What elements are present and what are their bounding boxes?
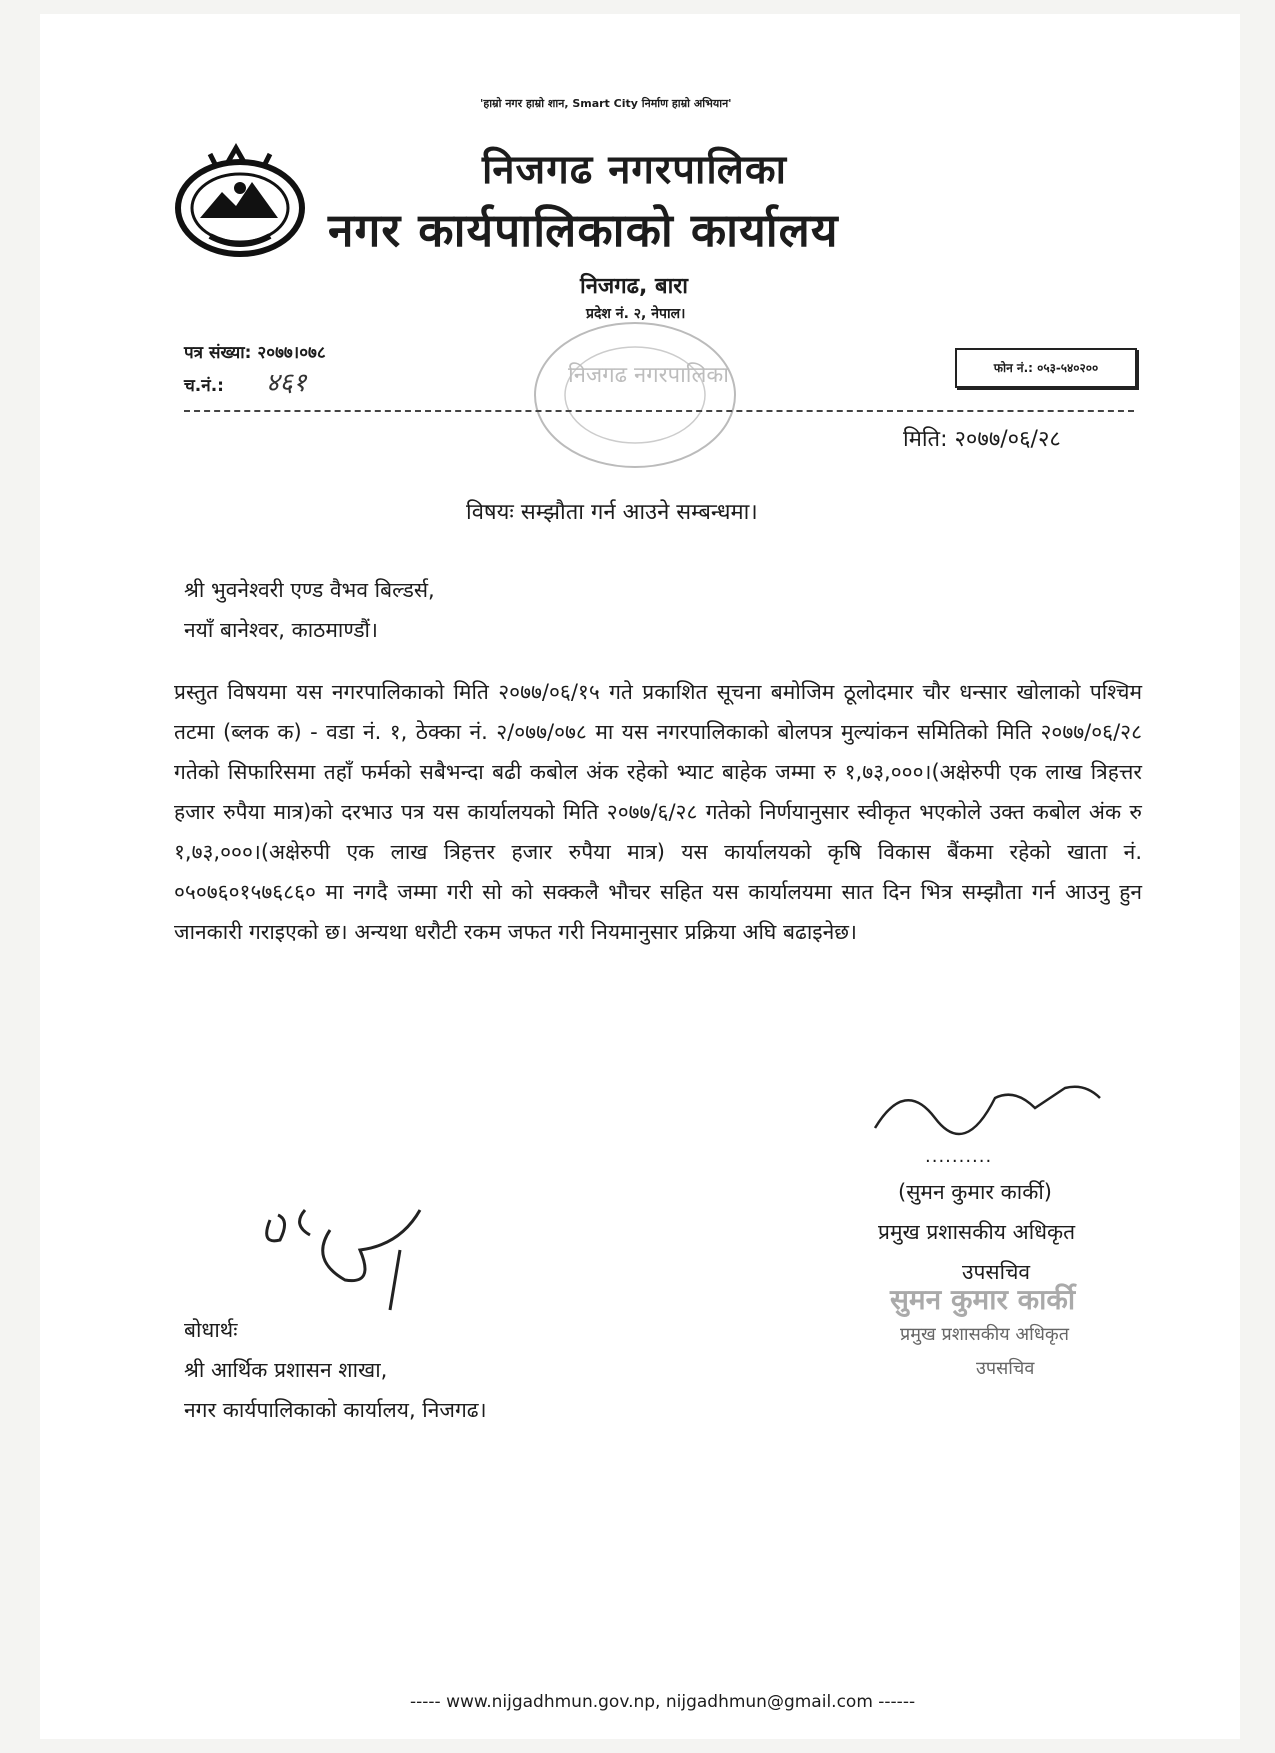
designation-stamp: प्रमुख प्रशासकीय अधिकृत xyxy=(900,1324,1069,1345)
nepal-emblem-icon xyxy=(170,140,310,262)
letter-body: प्रस्तुत विषयमा यस नगरपालिकाको मिति २०७७/०६/१५ गते प्रकाशित सूचना बमोजिम ठूलोदमार चौर धन्सार खोलाको पश्चिम तटमा (ब्लक क) - वडा नं. १, ठेक्का नं. २/०७७/०७८ मा यस नगरपालिकाको बोलपत्र मुल्यांकन समितिको मिति २०७७/०६/२८ गतेको सिफारिसमा तहाँ फर्मको सबैभन्दा बढी कबोल अंक रहेको भ्याट बाहेक जम्मा रु १,७३,०००।(अक्षेरुपी एक लाख त्रिहत्तर हजार रुपैया मात्र)को दरभाउ पत्र यस कार्यालयको मिति २०७७/६/२८ गतेको निर्णयानुसार स्वीकृत भएकोले उक्त कबोल अंक रु १,७३,०००।(अक्षेरुपी एक लाख त्रिहत्तर हजार रुपैया मात्र) यस कार्यालयको कृषि विकास बैंकमा रहेको खाता नं. ०५०७६०१५७६८६० मा नगदै जम्मा गरी सो को सक्कलै भौचर सहित यस कार्यालयमा सात दिन भित्र सम्झौता गर्न आउनु हुन जानकारी गराइएको छ। अन्यथा धरौटी रकम जफत गरी नियमानुसार प्रक्रिया अघि बढाइनेछ। xyxy=(174,680,1142,944)
reference-block xyxy=(184,338,326,401)
patra-value: २०७७।०७८ xyxy=(257,343,326,363)
signature-line: .......... xyxy=(925,1146,993,1167)
signatory-name: (सुमन कुमार कार्की) xyxy=(898,1180,1052,1204)
addressee-line2: नयाँ बानेश्वर, काठमाण्डौं। xyxy=(184,618,378,642)
footer-contact: ----- www.nijgadhmun.gov.np, nijgadhmun@gmail.com ------ xyxy=(410,1692,916,1712)
patra-label: पत्र संख्या: xyxy=(184,343,252,363)
phone-box: फोन नं.: ०५३-५४०२०० xyxy=(955,348,1137,388)
name-stamp: सुमन कुमार कार्की xyxy=(890,1283,1076,1316)
bodharth-block xyxy=(184,1310,487,1430)
patra-sankhya-row xyxy=(184,338,326,368)
office-seal-stamp xyxy=(520,310,750,480)
chalan-value: ४६१ xyxy=(265,368,307,398)
letter-subject: विषयः सम्झौता गर्न आउने सम्बन्धमा। xyxy=(466,500,758,525)
signature-scribble xyxy=(865,1078,1105,1138)
org-name: निजगढ नगरपालिका xyxy=(482,147,787,193)
title-stamp: उपसचिव xyxy=(976,1358,1035,1379)
header-divider xyxy=(184,410,1134,412)
office-name: नगर कार्यपालिकाको कार्यालय xyxy=(328,203,839,257)
addressee-line1: श्री भुवनेश्वरी एण्ड वैभव बिल्डर्स, xyxy=(184,578,435,602)
addressee-block xyxy=(184,570,435,650)
signatory-title: उपसचिव xyxy=(962,1260,1031,1284)
seal-text: निजगढ नगरपालिका xyxy=(568,363,729,388)
bodharth-line1: श्री आर्थिक प्रशासन शाखा, xyxy=(184,1358,388,1382)
chalan-label: च.नं.: xyxy=(184,376,224,396)
bodharth-label: बोधार्थः xyxy=(184,1318,238,1342)
address-line1: निजगढ, बारा xyxy=(580,274,688,299)
address-line2: प्रदेश नं. २, नेपाल। xyxy=(586,306,686,322)
handwritten-initial xyxy=(250,1190,460,1320)
signatory-designation: प्रमुख प्रशासकीय अधिकृत xyxy=(878,1220,1076,1244)
letter-date: मिति: २०७७/०६/२८ xyxy=(903,427,1061,452)
chalan-row xyxy=(184,368,326,401)
motto: 'हाम्रो नगर हाम्रो शान, Smart City निर्माण हाम्रो अभियान' xyxy=(480,97,732,110)
bodharth-line2: नगर कार्यपालिकाको कार्यालय, निजगढ। xyxy=(184,1398,487,1422)
